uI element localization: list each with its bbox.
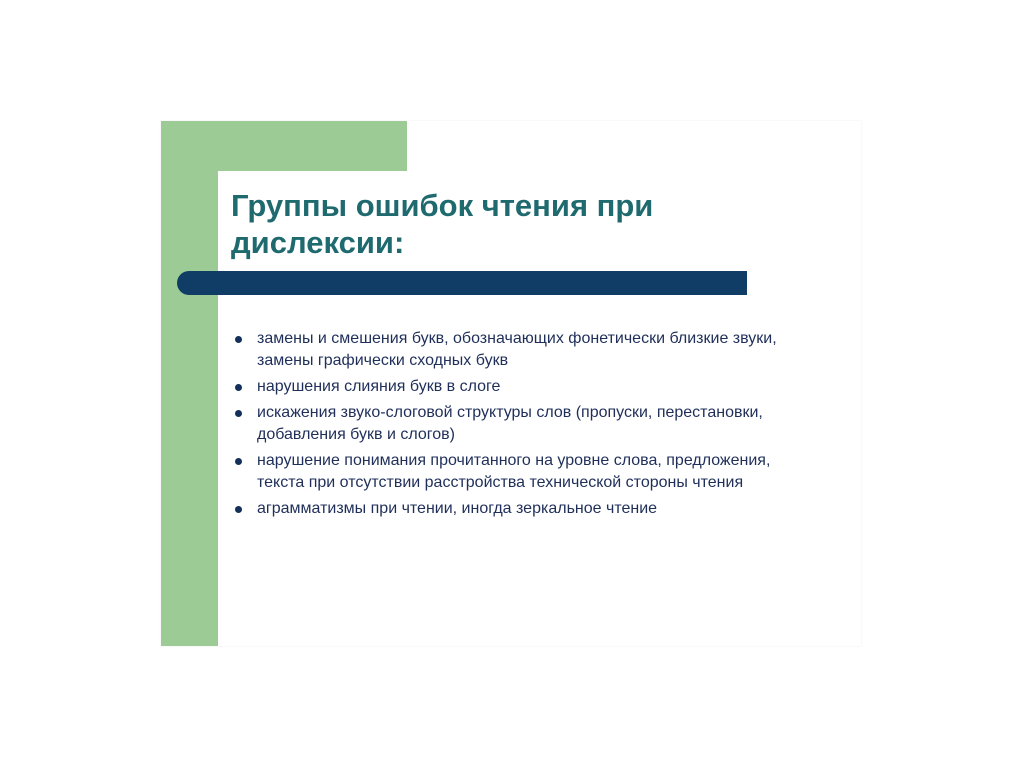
bullet-list <box>231 328 791 524</box>
list-item <box>231 450 791 494</box>
bullet-dot-icon <box>235 384 242 391</box>
slide-title: Группы ошибок чтения при дислексии: <box>231 188 654 260</box>
bullet-text: аграмматизмы при чтении, иногда зеркальное чтение <box>257 500 658 517</box>
bullet-dot-icon <box>235 458 242 465</box>
list-item <box>231 498 791 520</box>
bullet-dot-icon <box>235 506 242 513</box>
bullet-text: замены и смешения букв, обозначающих фонетически близкие звуки, замены графически сходных букв <box>257 330 777 369</box>
slide <box>161 121 861 646</box>
list-item <box>231 376 791 398</box>
bullet-text: нарушение понимания прочитанного на уровне слова, предложения, текста при отсутствии расстройства технической стороны чтения <box>257 452 771 491</box>
bullet-text: нарушения слияния букв в слоге <box>257 378 501 395</box>
bullet-text: искажения звуко-слоговой структуры слов (пропуски, перестановки, добавления букв и слогов) <box>257 404 763 443</box>
title-divider-bar <box>177 271 747 295</box>
list-item <box>231 328 791 372</box>
bullet-dot-icon <box>235 336 242 343</box>
list-item <box>231 402 791 446</box>
bullet-dot-icon <box>235 410 242 417</box>
